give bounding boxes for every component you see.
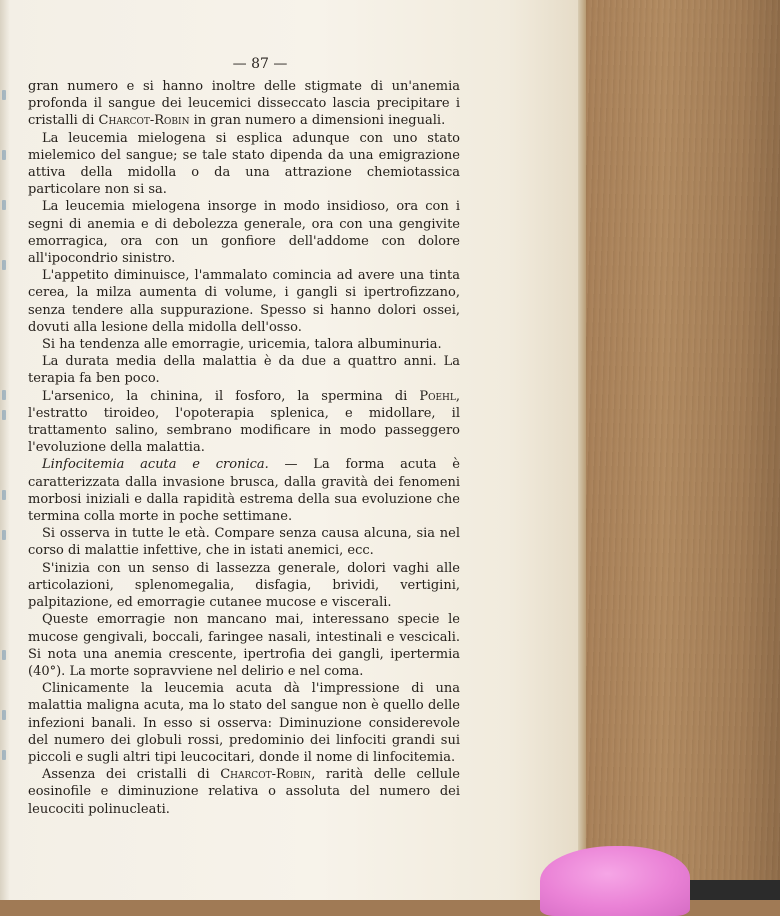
author-name: Charcot-Robin (98, 113, 190, 129)
paragraph: L'appetito diminuisce, l'ammalato comincia ad avere una tinta cerea, la milza aumenta di volume, i gangli si ipertrofizzano, senza tendere alla suppurazione. Spesso si hanno dolori ossei, dovuti alla lesione della midolla dell'osso. (28, 268, 460, 335)
section-heading: Linfocitemia acuta e cronica. (42, 457, 269, 473)
page-number: — 87 — (232, 56, 288, 72)
paragraph: L'arsenico, la chinina, il fosforo, la spermina di Poehl, l'estratto tiroideo, l'opoterapia splenica, e midollare, il trattamento salino, sembrano modificare in modo passeggero l'evoluzione della malattia. (28, 388, 460, 456)
paragraph: Assenza dei cristalli di Charcot-Robin, rarità delle cellule eosinofile e diminuzione relativa o assoluta del numero dei leucociti polinucleati. (28, 767, 460, 817)
margin-bleed-marks (0, 90, 14, 810)
paragraph: Clinicamente la leucemia acuta dà l'impressione di una malattia maligna acuta, ma lo stato del sangue non è quello delle infezioni banali. In esso si osserva: Diminuzione considerevole del numero dei globuli rossi, predominio dei linfociti grandi sui piccoli e sugli altri tipi leucocitari, donde il nome di linfocitemia. (28, 681, 460, 765)
paragraph: La leucemia mielogena si esplica adunque con uno stato mielemico del sangue; se tale stato dipenda da una emigrazione attiva della midolla o da una attrazione chemiotassica particolare non si sa. (28, 130, 460, 198)
page-edge (578, 0, 586, 900)
author-name: Charcot-Robin (220, 767, 312, 783)
paragraph: Si osserva in tutte le età. Compare senza causa alcuna, sia nel corso di malattie infettive, che in istati anemici, ecc. (28, 526, 460, 559)
finger (540, 846, 690, 916)
book-cover (586, 0, 780, 900)
paragraph: gran numero e si hanno inoltre delle stigmate di un'anemia profonda il sangue dei leucemici disseccato lascia precipitare i cristalli di Charcot-Robin in gran numero a dimensioni ineguali. (28, 79, 460, 129)
paragraph: Linfocitemia acuta e cronica. — La forma acuta è caratterizzata dalla invasione brusca, dalla gravità dei fenomeni morbosi iniziali e dalla rapidità estrema della sua evoluzione che termina colla morte in poche settimane. (28, 457, 460, 525)
paragraph: La leucemia mielogena insorge in modo insidioso, ora con i segni di anemia e di debolezza generale, ora con una gengivite emorragica, ora con un gonfiore dell'addome con dolore all'ipocondrio sinistro. (28, 199, 460, 267)
paragraph: Queste emorragie non mancano mai, interessano specie le mucose gengivali, boccali, faringee nasali, intestinali e vescicali. Si nota una anemia crescente, ipertrofia dei gangli, ipertermia (40°). La morte sopravviene nel delirio e nel coma. (28, 612, 460, 679)
paragraph: Si ha tendenza alle emorragie, uricemia, talora albuminuria. (42, 337, 442, 353)
author-name: Poehl (419, 388, 456, 404)
paragraph: La durata media della malattia è da due a quattro anni. La terapia fa ben poco. (28, 354, 460, 387)
body-text (28, 78, 460, 818)
paragraph: S'inizia con un senso di lassezza generale, dolori vaghi alle articolazioni, splenomegalia, disfagia, brividi, vertigini, palpitazione, ed emorragie cutanee mucose e viscerali. (28, 560, 460, 611)
